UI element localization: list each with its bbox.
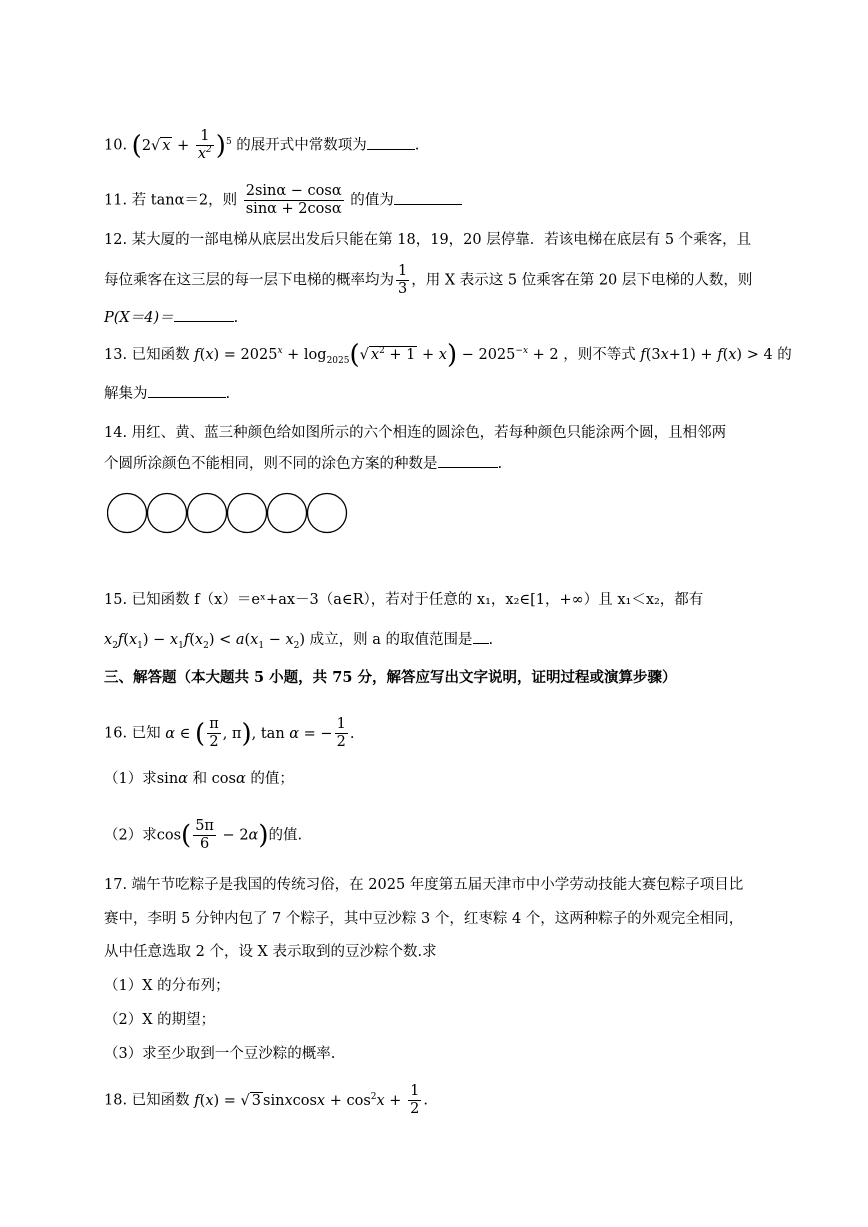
- question-17-line-3: 从中任意选取 2 个，设 X 表示取到的豆沙粽个数.求: [104, 944, 437, 960]
- question-16-part-2: （2）求cos( $\frac{5\pi}{6}$ − 2α)的值.: [104, 818, 303, 852]
- answer-blank: [473, 629, 489, 644]
- question-17-part-3: （3）求至少取到一个豆沙粽的概率.: [104, 1046, 336, 1062]
- circle-5: [268, 494, 307, 533]
- answer-blank: [174, 307, 234, 322]
- circle-6: [308, 494, 347, 533]
- fraction: $\frac{2\sin\alpha - \cos\alpha}{\sin\alpha + 2\cos\alpha}$: [245, 183, 342, 217]
- circle-3: [188, 494, 227, 533]
- question-number: 10.: [104, 137, 128, 154]
- inequality: $x_2f(x_1) - x_1f(x_2) < a(x_1 - x_2)$: [104, 632, 306, 651]
- question-15-line-1: 15. 已知函数 f（x）＝eˣ+ax－3（a∈R），若对于任意的 x₁，x₂∈[1，+∞）且 x₁＜x₂，都有: [104, 592, 704, 608]
- function-definition: $f(x) = 2025^x + \log_{2025}(√$ $x^2 + 1 + x) - 2025^{-x} + 2$: [194, 340, 559, 370]
- fraction: $\frac{1}{3}$: [398, 263, 408, 297]
- answer-blank: [394, 190, 462, 205]
- question-13: 13. 已知函数 $f(x) = 2025^x + \log_{2025}(√$ $x^2 + 1 + x) - 2025^{-x} + 2$ ，则不等式 f(3x+1) + f(x) > 4 的: [104, 340, 792, 370]
- answer-blank: [148, 383, 226, 398]
- answer-blank: [438, 453, 498, 468]
- question-15-line-2: $x_2f(x_1) - x_1f(x_2) < a(x_1 - x_2)$ 成立，则 a 的取值范围是 .: [104, 629, 493, 650]
- question-17-part-1: （1）X 的分布列；: [104, 978, 230, 994]
- question-text: 的展开式中常数项为: [236, 137, 367, 154]
- inequality: f(3x+1) + f(x) > 4: [640, 347, 773, 363]
- circle-1: [108, 494, 147, 533]
- question-16-part-1: （1）求sinα 和 cosα 的值；: [104, 771, 294, 787]
- function-definition: f(x) = √ 3 sinxcosx + $\cos^2x$ + $\frac{1}{2}$: [194, 1083, 420, 1117]
- binomial-expression: (2√ x + $\frac{1}{x^2}$ )$^5$: [131, 128, 232, 162]
- question-12-line-3: P(X＝4)＝ .: [104, 307, 238, 328]
- answer-blank: [367, 135, 415, 150]
- question-12-line-1: 12. 某大厦的一部电梯从底层出发后只能在第 18，19，20 层停靠．若该电梯在底层有 5 个乘客，且: [104, 232, 752, 248]
- question-18: 18. 已知函数 f(x) = √ 3 sinxcosx + $\cos^2x$ + $\frac{1}{2}$ .: [104, 1083, 428, 1117]
- condition: α ∈ ( $\frac{\pi}{2}$ , π), tan α = − $\frac{1}{2}$ .: [165, 716, 355, 750]
- circle-4: [228, 494, 267, 533]
- section-heading: 三、解答题（本大题共 5 小题，共 75 分，解答应写出文字说明，证明过程或演算步骤）: [104, 669, 677, 686]
- question-14-line-2: 个圆所涂颜色不能相同，则不同的涂色方案的种数是 .: [104, 453, 502, 474]
- question-17-line-2: 赛中，李明 5 分钟内包了 7 个粽子，其中豆沙粽 3 个，红枣粽 4 个，这两种粽子的外观完全相同，: [104, 911, 744, 927]
- question-11: 11. 若 tanα＝2，则 $\frac{2\sin\alpha - \cos\alpha}{\sin\alpha + 2\cos\alpha}$ 的值为: [104, 183, 462, 218]
- circle-2: [148, 494, 187, 533]
- question-13-line-2: 解集为 .: [104, 383, 230, 404]
- question-10: 10. (2√ x + $\frac{1}{x^2}$ )$^5$ 的展开式中常数项为 .: [104, 128, 420, 162]
- question-14-line-1: 14. 用红、黄、蓝三种颜色给如图所示的六个相连的圆涂色，若每种颜色只能涂两个圆，且相邻两: [104, 425, 727, 441]
- question-17-part-2: （2）X 的期望；: [104, 1012, 216, 1028]
- question-16: 16. 已知 α ∈ ( $\frac{\pi}{2}$ , π), tan α = − $\frac{1}{2}$ .: [104, 716, 355, 750]
- question-12-line-2: 每位乘客在这三层的每一层下电梯的概率均为 $\frac{1}{3}$ ，用 X 表示这 5 位乘客在第 20 层下电梯的人数，则: [104, 263, 753, 297]
- question-17-line-1: 17. 端午节吃粽子是我国的传统习俗，在 2025 年度第五届天津市中小学劳动技能大赛包粽子项目比: [104, 877, 744, 893]
- six-circles-figure: [107, 492, 351, 534]
